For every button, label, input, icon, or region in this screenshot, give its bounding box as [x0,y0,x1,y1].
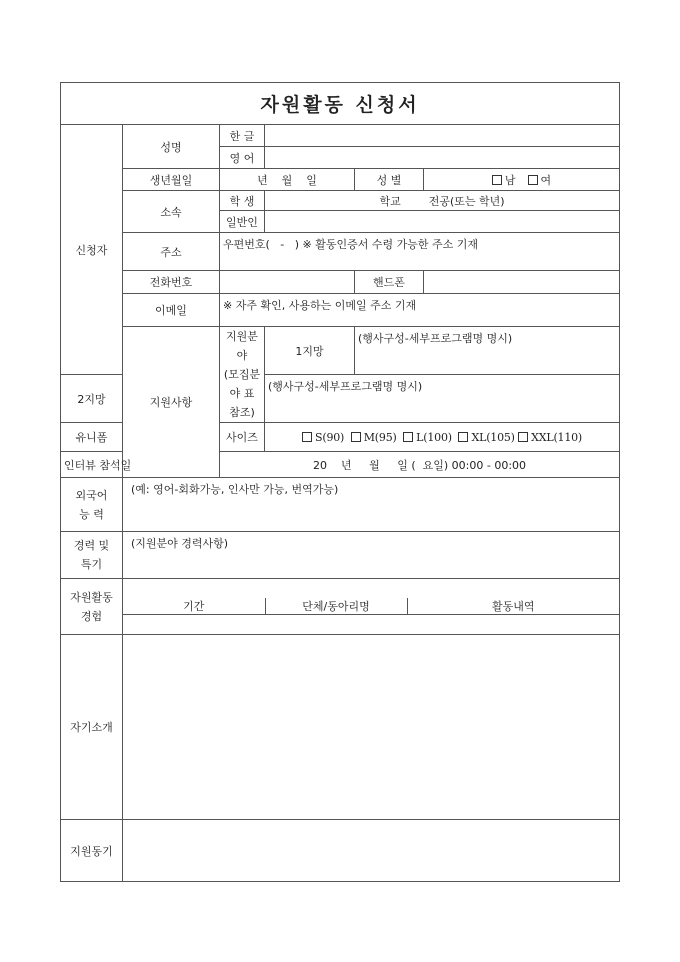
language-field[interactable]: (예: 영어-회화가능, 인사만 가능, 번역가능) [123,478,620,532]
intro-field[interactable] [123,635,620,820]
checkbox-icon[interactable] [492,175,502,185]
size-options [265,423,620,452]
affiliation-label: 소속 [123,191,220,233]
size-option-xxl[interactable]: XXL(110) [518,431,582,444]
experience-table [123,579,620,635]
form-title: 자원활동 신청서 [61,83,620,125]
experience-organization-field[interactable] [265,615,407,616]
email-label: 이메일 [123,294,220,327]
experience-label: 자원활동 경험 [61,579,123,635]
interview-field[interactable]: 20 년 월 일 ( 요일) 00:00 - 00:00 [220,452,620,478]
checkbox-icon[interactable] [518,432,528,442]
student-field[interactable]: 학교 전공(또는 학년) [265,191,620,211]
english-name-label: 영 어 [220,147,265,169]
student-label: 학 생 [220,191,265,211]
gender-field [424,169,620,191]
size-label: 사이즈 [220,423,265,452]
mobile-label: 핸드폰 [355,271,424,294]
checkbox-icon[interactable] [458,432,468,442]
checkbox-icon[interactable] [528,175,538,185]
intro-label: 자기소개 [61,635,123,820]
general-label: 일반인 [220,211,265,233]
general-field[interactable] [265,211,620,233]
field-label: 지원분야 (모집분야 표 참조) [220,327,265,423]
english-name-field[interactable] [265,147,620,169]
phone-label: 전화번호 [123,271,220,294]
gender-female-option[interactable]: 여 [528,172,552,188]
uniform-label: 유니폼 [61,423,123,452]
birth-field[interactable]: 년 월 일 [220,169,355,191]
experience-activity-field[interactable] [407,615,619,616]
career-field[interactable]: (지원분야 경력사항) [123,532,620,579]
application-form [60,82,620,882]
career-label: 경력 및 특기 [61,532,123,579]
gender-label: 성 별 [355,169,424,191]
applicant-section-label: 신청자 [61,125,123,375]
size-option-l[interactable]: L(100) [403,431,452,444]
address-label: 주소 [123,233,220,271]
size-option-m[interactable]: M(95) [351,431,397,444]
application-section-label: 지원사항 [123,327,220,478]
mobile-field[interactable] [424,271,620,294]
motivation-label: 지원동기 [61,820,123,882]
first-choice-label: 1지망 [265,327,355,375]
checkbox-icon[interactable] [351,432,361,442]
language-label: 외국어 능 력 [61,478,123,532]
size-option-xl[interactable]: XL(105) [458,431,514,444]
size-option-s[interactable]: S(90) [302,431,344,444]
address-field[interactable]: 우편번호( - ) ※ 활동인증서 수령 가능한 주소 기재 [220,233,620,271]
experience-col-period: 기간 [123,598,265,615]
checkbox-icon[interactable] [302,432,312,442]
second-choice-label: 2지망 [61,375,123,423]
experience-col-organization: 단체/동아리명 [265,598,407,615]
motivation-field[interactable] [123,820,620,882]
experience-period-field[interactable] [123,615,265,616]
name-label: 성명 [123,125,220,169]
phone-field[interactable] [220,271,355,294]
birth-label: 생년월일 [123,169,220,191]
korean-name-label: 한 글 [220,125,265,147]
korean-name-field[interactable] [265,125,620,147]
second-choice-field[interactable]: (행사구성-세부프로그램명 명시) [265,375,620,423]
email-field[interactable]: ※ 자주 확인, 사용하는 이메일 주소 기재 [220,294,620,327]
interview-label: 인터뷰 참석일 [61,452,123,478]
experience-col-activity: 활동내역 [407,598,619,615]
first-choice-field[interactable]: (행사구성-세부프로그램명 명시) [355,327,620,375]
checkbox-icon[interactable] [403,432,413,442]
gender-male-option[interactable]: 남 [492,172,516,188]
